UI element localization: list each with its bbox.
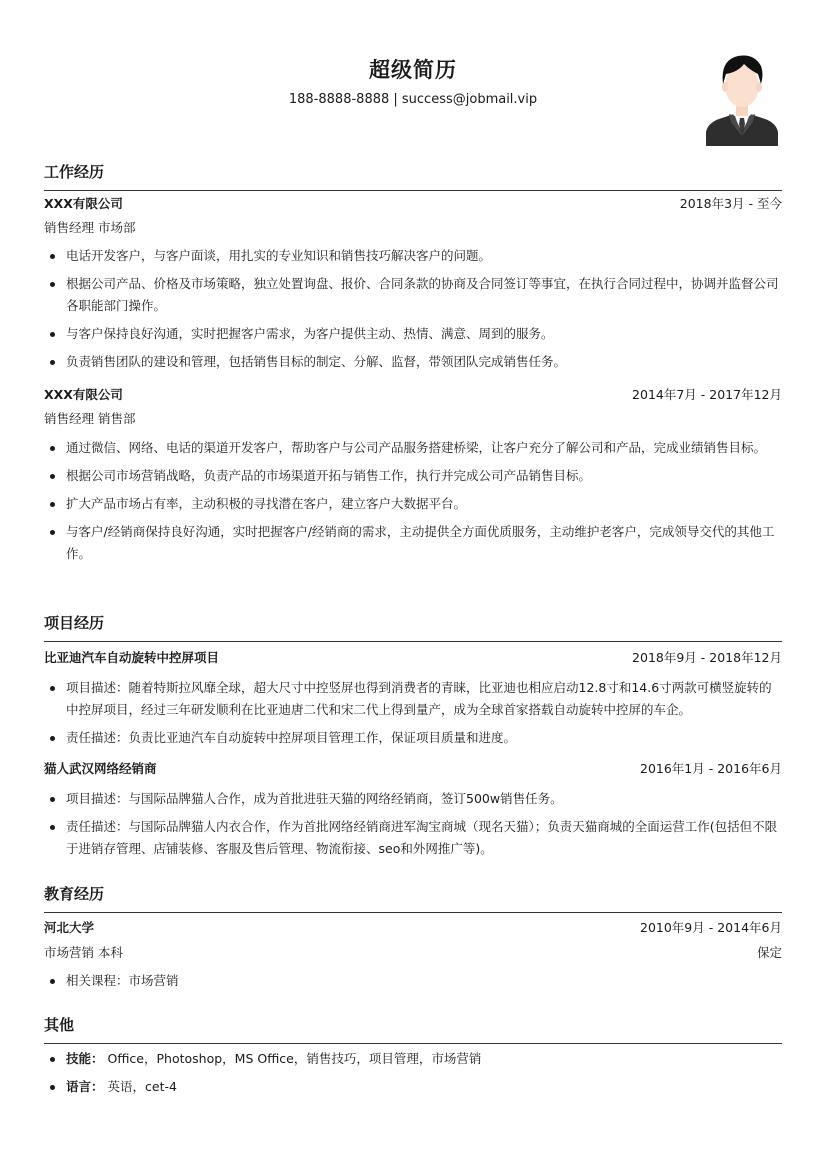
job-header [44,194,782,214]
list-item: 与客户保持良好沟通，实时把握客户需求，为客户提供主动、热情、满意、周到的服务。 [44,323,782,345]
job-date: 2018年3月 - 至今 [679,196,782,211]
section-title-projects: 项目经历 [44,614,105,632]
project-header [44,759,782,779]
job-company: XXX有限公司 [44,196,123,211]
section-divider [44,1043,782,1044]
other-section [44,1013,782,1044]
project-bullets [44,677,782,749]
job-company: XXX有限公司 [44,387,123,402]
job-role-text: 销售经理 销售部 [44,411,136,426]
section-divider [44,912,782,913]
school-name: 河北大学 [44,920,95,935]
section-title-work: 工作经历 [44,163,105,181]
education-detail [44,943,782,963]
other-list [44,1048,782,1098]
job-date: 2014年7月 - 2017年12月 [632,387,782,402]
job-bullets [44,245,782,373]
list-item: 与客户/经销商保持良好沟通，实时把握客户/经销商的需求，主动提供全方面优质服务，主动维护老客户，完成领导交代的其他工作。 [44,521,782,565]
education-section [44,882,782,913]
list-item: 根据公司产品、价格及市场策略，独立处置询盘、报价、合同条款的协商及合同签订等事宜，在执行合同过程中，协调并监督公司各职能部门操作。 [44,273,782,317]
projects-section [44,611,782,642]
work-section [44,160,782,191]
project-date: 2016年1月 - 2016年6月 [640,761,782,776]
list-item [44,1048,782,1070]
section-divider [44,641,782,642]
list-item: 责任描述：负责比亚迪汽车自动旋转中控屏项目管理工作，保证项目质量和进度。 [44,727,782,749]
major-degree: 市场营销 本科 [44,945,123,960]
job-role-text: 销售经理 市场部 [44,220,136,235]
project-name: 比亚迪汽车自动旋转中控屏项目 [44,650,220,665]
list-item: 通过微信、网络、电话的渠道开发客户，帮助客户与公司产品服务搭建桥梁，让客户充分了解公司和产品，完成业绩销售目标。 [44,437,782,459]
education-header [44,918,782,938]
list-item: 责任描述：与国际品牌猫人内衣合作，作为首批网络经销商进军淘宝商城（现名天猫）；负责天猫商城的全面运营工作(包括但不限于进销存管理、店铺装修、客服及售后管理、物流衔接、seo和外网推广等)。 [44,816,782,860]
list-item: 根据公司市场营销战略，负责产品的市场渠道开拓与销售工作，执行并完成公司产品销售目标。 [44,465,782,487]
section-title-other: 其他 [44,1016,75,1034]
avatar-icon [704,52,780,146]
list-item: 项目描述：与国际品牌猫人合作，成为首批进驻天猫的网络经销商，签订500w销售任务。 [44,788,782,810]
project-name: 猫人武汉网络经销商 [44,761,157,776]
language-value: 英语，cet-4 [107,1079,177,1094]
job-header [44,385,782,405]
list-item: 负责销售团队的建设和管理，包括销售目标的制定、分解、监督，带领团队完成销售任务。 [44,351,782,373]
list-item: 项目描述：随着特斯拉风靡全球，超大尺寸中控竖屏也得到消费者的青睐，比亚迪也相应启动12.8寸和14.6寸两款可横竖旋转的中控屏项目，经过三年研发顺利在比亚迪唐二代和宋二代上得到量产，成为全球首家搭载自动旋转中控屏的车企。 [44,677,782,721]
contact-line: 188-8888-8888 | success@jobmail.vip [288,92,538,107]
job-role [44,409,782,429]
language-label: 语言： [66,1079,104,1094]
list-item: 电话开发客户，与客户面谈，用扎实的专业知识和销售技巧解决客户的问题。 [44,245,782,267]
candidate-name: 超级简历 [369,58,457,82]
section-divider [44,190,782,191]
list-item [44,1076,782,1098]
education-bullets [44,970,782,992]
job-bullets [44,437,782,565]
skills-value: Office，Photoshop，MS Office，销售技巧，项目管理，市场营销 [107,1051,482,1066]
list-item: 扩大产品市场占有率，主动积极的寻找潜在客户，建立客户大数据平台。 [44,493,782,515]
skills-label: 技能： [66,1051,104,1066]
list-item: 相关课程：市场营销 [44,970,782,992]
resume-header [0,0,826,150]
section-title-education: 教育经历 [44,885,105,903]
project-date: 2018年9月 - 2018年12月 [632,650,782,665]
project-bullets [44,788,782,860]
education-location: 保定 [756,945,782,960]
education-date: 2010年9月 - 2014年6月 [640,920,782,935]
project-header [44,648,782,668]
job-role [44,218,782,238]
